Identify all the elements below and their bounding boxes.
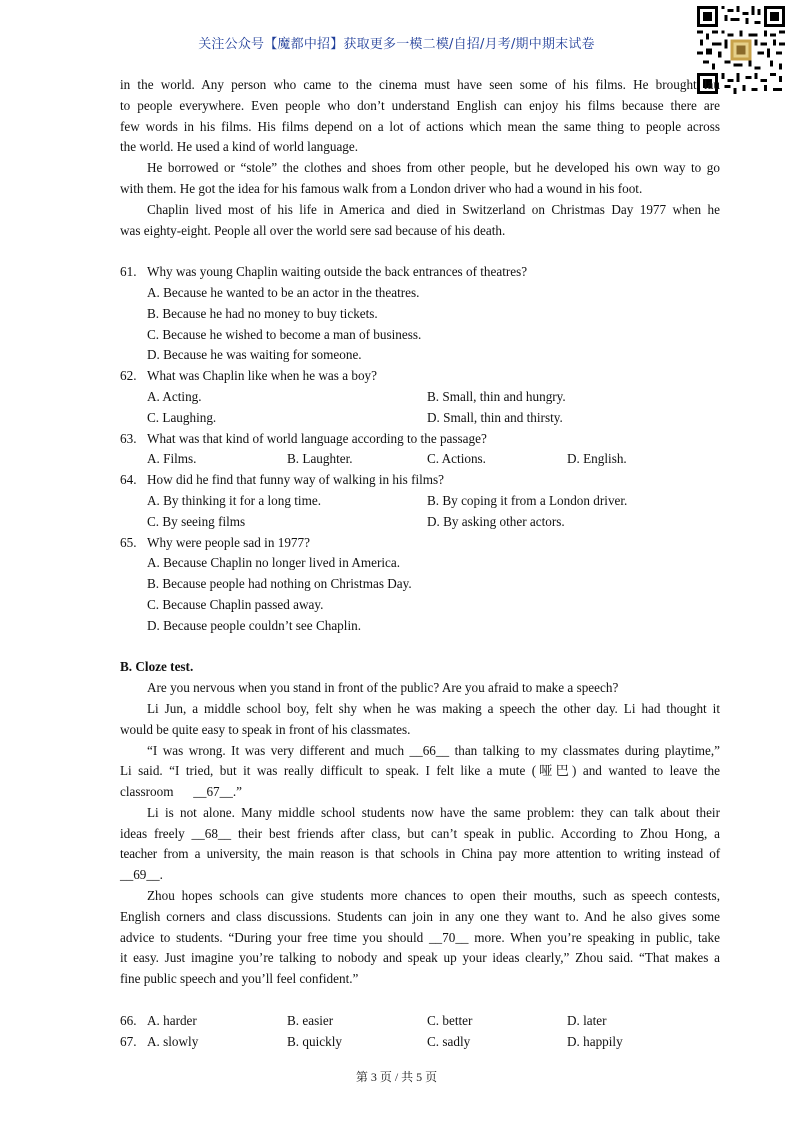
question-text: What was Chaplin like when he was a boy? <box>147 368 377 384</box>
option: B. By coping it from a London driver. <box>427 492 628 508</box>
option: A. slowly <box>147 1033 199 1049</box>
cloze-line: __69__. <box>120 867 163 883</box>
option: B. Small, thin and hungry. <box>427 388 566 404</box>
passage-line: Chaplin lived most of his life in America and died in Switzerland on Christmas Day 1977 when he <box>147 201 720 217</box>
question-number: 65. <box>120 534 137 550</box>
option: A. Films. <box>147 451 197 467</box>
option: C. sadly <box>427 1033 471 1049</box>
option: D. later <box>567 1012 607 1028</box>
passage-line: with them. He got the idea for his famous walk from a London driver who had a wound in his foot. <box>120 180 643 196</box>
question-61 <box>120 262 720 366</box>
passage-line: to people everywhere. Even people who don’t understand English can enjoy his films because there are <box>120 97 720 113</box>
cloze-line: Are you nervous when you stand in front of the public? Are you afraid to make a speech? <box>147 680 619 696</box>
option: B. Because people had nothing on Christmas Day. <box>147 576 412 592</box>
question-number: 66. <box>120 1012 137 1028</box>
passage-line: was eighty-eight. People all over the world sere sad because of his death. <box>120 222 506 238</box>
cloze-section <box>120 657 720 990</box>
option: C. better <box>427 1012 473 1028</box>
reading-passage <box>120 75 720 241</box>
cloze-line: it easy. Just imagine you’re talking to nobody and speak up your ideas clearly,” Zhou said. “That makes a <box>120 950 720 966</box>
cloze-line: Li said. “I tried, but it was really difficult to speak. I felt like a mute (哑巴) and wanted to leave the <box>120 763 720 779</box>
option: D. By asking other actors. <box>427 513 565 529</box>
question-62 <box>120 366 720 428</box>
cloze-line: classroom __67__.” <box>120 784 242 800</box>
cloze-line: advice to students. “During your free time you should __70__ more. When you’re speaking in public, take <box>120 929 720 945</box>
question-text: Why were people sad in 1977? <box>147 534 310 550</box>
question-63 <box>120 429 720 471</box>
option: D. Because people couldn’t see Chaplin. <box>147 617 361 633</box>
question-number: 63. <box>120 430 137 446</box>
option: A. By thinking it for a long time. <box>147 492 321 508</box>
cloze-line: Li Jun, a middle school boy, felt shy when he was making a speech the other day. Li had thought it <box>147 700 720 716</box>
option: C. Because he wished to become a man of business. <box>147 326 422 342</box>
question-number: 62. <box>120 368 137 384</box>
cloze-line: Zhou hopes schools can give students more chances to open their mouths, such as speech contests, <box>147 888 720 904</box>
option: A. Because Chaplin no longer lived in America. <box>147 555 401 571</box>
option: C. Because Chaplin passed away. <box>147 596 324 612</box>
promo-banner: 关注公众号【魔都中招】获取更多一模二模/自招/月考/期中期末试卷 <box>198 37 595 52</box>
option: B. Because he had no money to buy tickets. <box>147 305 378 321</box>
option: B. Laughter. <box>287 451 353 467</box>
option: B. quickly <box>287 1033 342 1049</box>
question-number: 61. <box>120 264 137 280</box>
section-title: B. Cloze test. <box>120 659 194 675</box>
option: D. happily <box>567 1033 623 1049</box>
cloze-line: ideas freely __68__ their best friends after class, but can’t speak in public. According to Zhou Hong, a <box>120 825 720 841</box>
cloze-line: “I was wrong. It was very different and much __66__ than talking to my classmates during playtime,” <box>147 742 720 758</box>
option: D. Because he was waiting for someone. <box>147 347 362 363</box>
passage-line: the world. He used a kind of world language. <box>120 139 359 155</box>
exam-page-content <box>120 75 720 1052</box>
option: C. Laughing. <box>147 409 217 425</box>
cloze-line: Li is not alone. Many middle school students now have the same problem: they can talk about their <box>147 804 720 820</box>
option: A. Acting. <box>147 388 202 404</box>
option: D. Small, thin and thirsty. <box>427 409 563 425</box>
question-number: 64. <box>120 472 137 488</box>
question-64 <box>120 470 720 532</box>
page-number: 第 3 页 / 共 5 页 <box>355 1070 438 1084</box>
question-number: 67. <box>120 1033 137 1049</box>
question-text: How did he find that funny way of walking in his films? <box>147 472 445 488</box>
option: C. By seeing films <box>147 513 246 529</box>
cloze-line: would be quite easy to speak in front of his classmates. <box>120 721 411 737</box>
option: A. Because he wanted to be an actor in the theatres. <box>147 284 420 300</box>
cloze-line: English corners and class discussions. Students can join in any one they want to. And he also gives some <box>120 908 720 924</box>
question-text: What was that kind of world language according to the passage? <box>147 430 487 446</box>
option: A. harder <box>147 1012 197 1028</box>
question-65 <box>120 533 720 637</box>
option: B. easier <box>287 1012 334 1028</box>
cloze-line: fine public speech and you’ll feel confident.” <box>120 971 359 987</box>
cloze-line: teacher from a university, the main reason is that schools in China pay more attention to writing instead of <box>120 846 720 862</box>
cloze-question-67 <box>120 1032 720 1053</box>
passage-line: few words in his films. His films depend on a lot of actions which mean the same thing to people across <box>120 118 720 134</box>
option: C. Actions. <box>427 451 486 467</box>
passage-line: He borrowed or “stole” the clothes and shoes from other people, but he developed his own way to go <box>147 160 720 176</box>
question-text: Why was young Chaplin waiting outside the back entrances of theatres? <box>147 264 528 280</box>
passage-line: in the world. Any person who came to the cinema must have seen some of his films. He brought lau <box>120 77 720 92</box>
option: D. English. <box>567 451 627 467</box>
cloze-question-66 <box>120 1011 720 1032</box>
